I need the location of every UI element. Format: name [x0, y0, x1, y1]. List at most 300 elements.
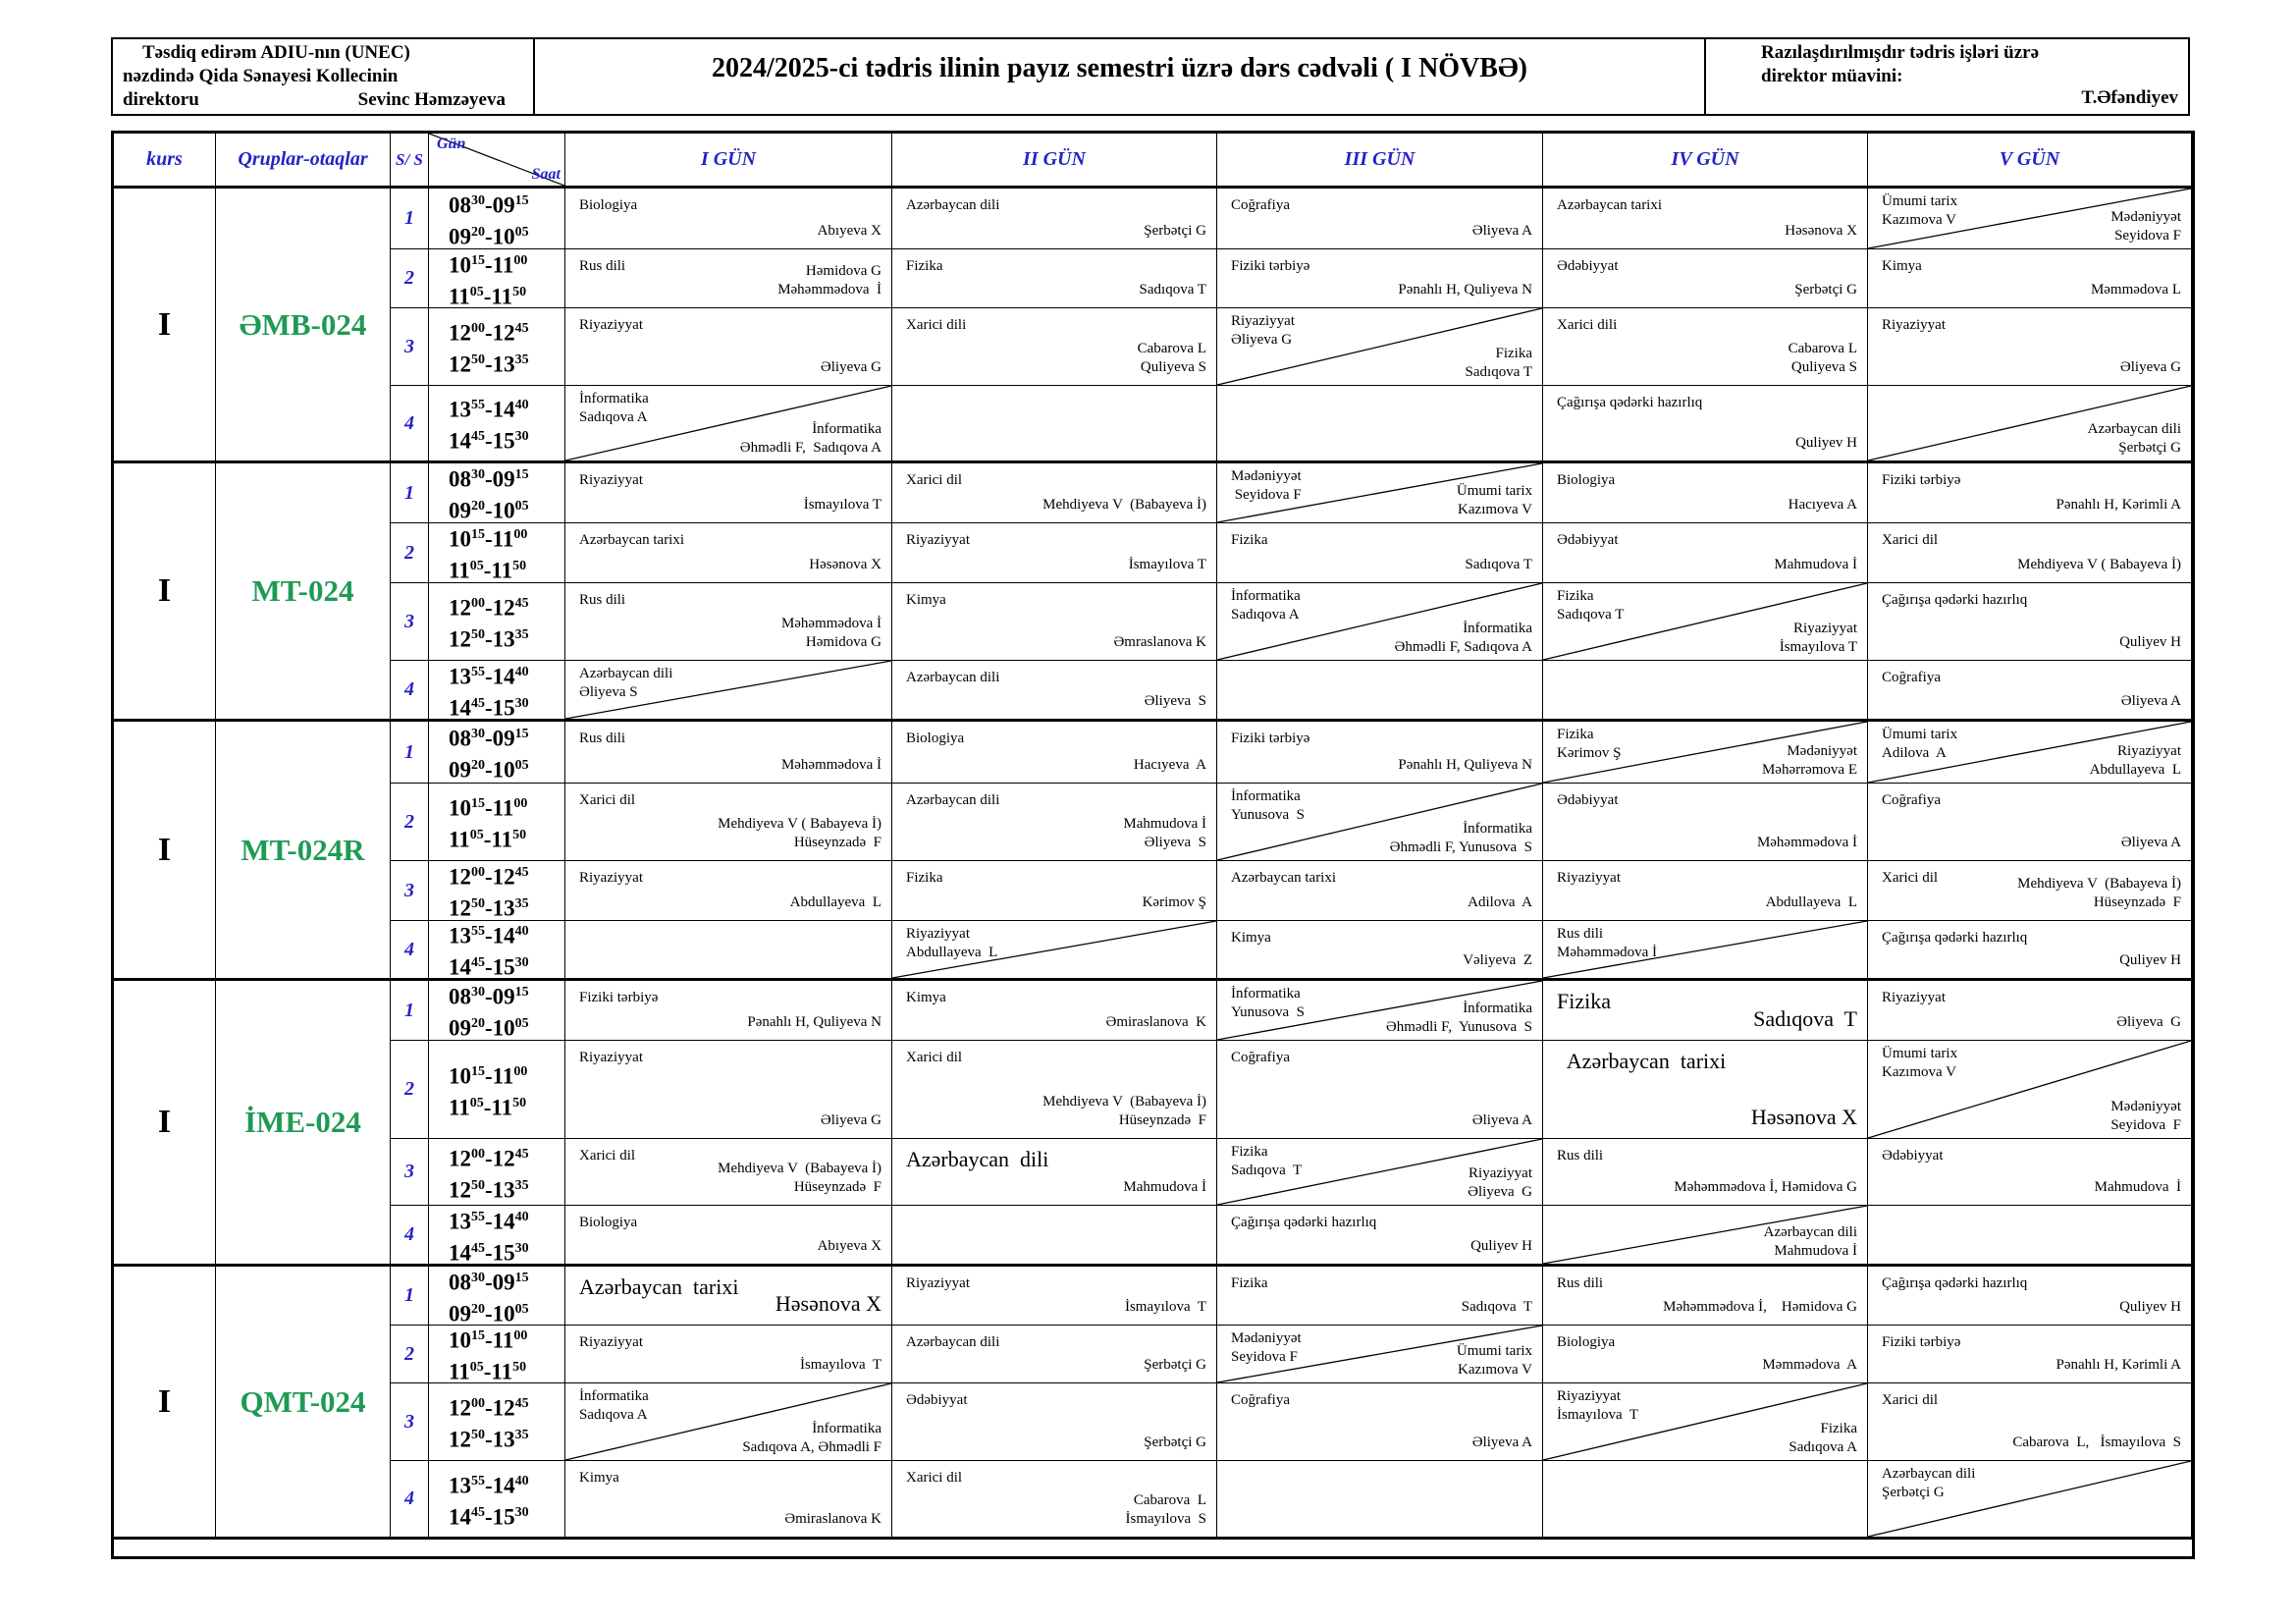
lesson-cell: [892, 784, 1217, 861]
subject-name: Riyaziyyat: [906, 1275, 970, 1291]
subject-name: İnformatika Yunusova S: [1231, 986, 1306, 1020]
approval-position: direktoru: [123, 89, 199, 110]
lesson-number: 3: [391, 1383, 429, 1461]
lesson-cell: [565, 921, 892, 981]
subject-name: Xarici dil: [906, 1050, 963, 1065]
teacher-name: Həsənova X: [809, 557, 881, 572]
lesson-cell: [565, 722, 892, 784]
teacher-name: Əliyeva A: [1471, 1435, 1532, 1450]
lesson-number: 4: [391, 386, 429, 463]
lesson-number: 1: [391, 1267, 429, 1326]
teacher-name: Məhəmmədova İ, Həmidova G: [1663, 1299, 1857, 1315]
teacher-name: Quliyev H: [1795, 435, 1857, 451]
subject-name: Riyaziyyat Abdullayeva L: [906, 926, 998, 960]
lesson-cell: [1217, 1267, 1543, 1326]
subject-name: Fizika Kərimov Ş: [1557, 727, 1622, 761]
lesson-cell: [565, 1139, 892, 1206]
subject-name: Azərbaycan tarixi: [1557, 1049, 1727, 1073]
lesson-time: $10^{15}-11^{00}$ $11^{05}-11^{50}$: [429, 523, 565, 583]
subject-name: Azərbaycan dili Şerbətçi G: [1882, 1466, 1976, 1500]
group-name: İME-024: [216, 981, 391, 1267]
subject-name: Coğrafiya: [1882, 792, 1941, 808]
subject-name: Kimya: [906, 990, 946, 1005]
teacher-name: İsmayılova T: [1128, 557, 1206, 572]
teacher-name: Məhəmmədova İ, Həmidova G: [1674, 1179, 1857, 1195]
column-header-day-hour: [429, 134, 565, 189]
lesson-time: $10^{15}-11^{00}$ $11^{05}-11^{50}$: [429, 249, 565, 308]
lesson-cell: [1217, 1326, 1543, 1383]
teacher-name: İnformatika Əhmədli F, Yunusova S: [1389, 821, 1532, 855]
lesson-time: $12^{00}-12^{45}$ $12^{50}-13^{35}$: [429, 1383, 565, 1461]
teacher-name: Azərbaycan dili Mahmudova İ: [1763, 1224, 1857, 1259]
teacher-name: Cabarova L Quliyeva S: [1788, 341, 1857, 375]
teacher-name: Məmmədova A: [1762, 1357, 1857, 1373]
subject-name: Azərbaycan tarixi: [1231, 870, 1337, 886]
course-number: I: [114, 981, 216, 1267]
teacher-name: Quliyev H: [2119, 952, 2181, 968]
subject-name: Azərbaycan dili: [906, 1147, 1049, 1171]
subject-name: Coğrafiya: [1231, 1392, 1290, 1408]
subject-name: Riyaziyyat: [579, 1050, 643, 1065]
subject-name: Riyaziyyat: [579, 317, 643, 333]
column-header-day: V GÜN: [1868, 134, 2192, 189]
subject-name: Rus dili: [579, 731, 626, 746]
subject-name: Fiziki tərbiyə: [579, 990, 659, 1005]
lesson-cell: [565, 249, 892, 308]
subject-name: Fizika: [906, 870, 943, 886]
schedule-table: [111, 131, 2195, 1559]
lesson-cell: [1543, 1383, 1868, 1461]
subject-name: Fizika: [1231, 1275, 1268, 1291]
teacher-name: Əmraslanova K: [1113, 634, 1206, 650]
lesson-cell: [1868, 523, 2192, 583]
lesson-number: 4: [391, 1461, 429, 1540]
teacher-name: Mədəniyyət Seyidova F: [2110, 1099, 2181, 1133]
subject-name: Kimya: [906, 592, 946, 608]
subject-name: Azərbaycan tarixi: [1557, 197, 1663, 213]
approval-block: [113, 39, 535, 114]
lesson-time: $12^{00}-12^{45}$ $12^{50}-13^{35}$: [429, 1139, 565, 1206]
teacher-name: Əliyeva G: [2116, 1014, 2181, 1030]
teacher-name: Pənahlı H, Kərimli A: [2056, 497, 2181, 513]
lesson-cell: [1868, 1383, 2192, 1461]
lesson-cell: [565, 523, 892, 583]
lesson-cell: [1868, 1139, 2192, 1206]
lesson-cell: [892, 921, 1217, 981]
subject-name: Çağırışa qədərki hazırlıq: [1882, 592, 2028, 608]
column-header-day: I GÜN: [565, 134, 892, 189]
subject-name: Fizika: [906, 258, 943, 274]
lesson-cell: [1217, 249, 1543, 308]
lesson-cell: [1217, 1041, 1543, 1139]
teacher-name: Şerbətçi G: [1144, 1435, 1206, 1450]
lesson-cell: [892, 1267, 1217, 1326]
teacher-name: Sadıqova T: [1753, 1006, 1857, 1031]
subject-name: Xarici dili: [906, 317, 967, 333]
teacher-name: Quliyev H: [2119, 634, 2181, 650]
approval-name: Sevinc Həmzəyeva: [357, 89, 506, 110]
teacher-name: Sadıqova T: [1139, 282, 1206, 298]
teacher-name: Abıyeva X: [817, 1238, 881, 1254]
lesson-cell: [1217, 189, 1543, 249]
lesson-number: 1: [391, 981, 429, 1041]
lesson-cell: [565, 308, 892, 386]
teacher-name: Hacıyeva A: [1788, 497, 1857, 513]
teacher-name: Məhəmmədova İ Həmidova G: [780, 616, 881, 650]
agreement-line-1: Razılaşdırılmışdır tədris işləri üzrə: [1761, 42, 2040, 63]
agreement-signature: T.Əfəndiyev: [2081, 87, 2178, 108]
hour-label: Saat: [531, 166, 561, 183]
lesson-cell: [565, 463, 892, 523]
lesson-cell: [1868, 463, 2192, 523]
lesson-number: 4: [391, 921, 429, 981]
teacher-name: Əliyeva A: [2120, 693, 2181, 709]
lesson-cell: [892, 1383, 1217, 1461]
teacher-name: Pənahlı H, Quliyeva N: [1398, 757, 1532, 773]
lesson-time: $12^{00}-12^{45}$ $12^{50}-13^{35}$: [429, 583, 565, 661]
teacher-name: Fizika Sadıqova T: [1465, 346, 1532, 380]
lesson-cell: [1217, 1206, 1543, 1267]
lesson-cell: [892, 1326, 1217, 1383]
lesson-cell: [1868, 1326, 2192, 1383]
subject-name: İnformatika Sadıqova A: [1231, 588, 1301, 623]
lesson-cell: [892, 861, 1217, 921]
lesson-time: $13^{55}-14^{40}$ $14^{45}-15^{30}$: [429, 386, 565, 463]
teacher-name: Məhəmmədova İ: [1756, 835, 1857, 850]
lesson-cell: [1868, 1267, 2192, 1326]
course-number: I: [114, 189, 216, 463]
lesson-cell: [892, 463, 1217, 523]
lesson-cell: [1217, 583, 1543, 661]
teacher-name: Mədəniyyət Seyidova F: [2110, 209, 2181, 244]
lesson-cell: [565, 1041, 892, 1139]
group-name: MT-024: [216, 463, 391, 722]
teacher-name: Pənahlı H, Quliyeva N: [747, 1014, 881, 1030]
teacher-name: Ümumi tarix Kazımova V: [1456, 1343, 1532, 1378]
subject-name: Çağırışa qədərki hazırlıq: [1882, 930, 2028, 946]
teacher-name: Cabarova L, İsmayılova S: [2012, 1435, 2181, 1450]
lesson-cell: [892, 386, 1217, 463]
lesson-cell: [1217, 861, 1543, 921]
lesson-cell: [565, 386, 892, 463]
lesson-cell: [1868, 583, 2192, 661]
lesson-number: 3: [391, 861, 429, 921]
subject-name: Xarici dil: [906, 1470, 963, 1486]
lesson-cell: [1543, 861, 1868, 921]
column-header-ss: S/ S: [391, 134, 429, 189]
teacher-name: Şerbətçi G: [1144, 1357, 1206, 1373]
lesson-cell: [1868, 784, 2192, 861]
subject-name: Kimya: [1882, 258, 1922, 274]
subject-name: Azərbaycan dili: [906, 792, 1000, 808]
subject-name: Azərbaycan dili: [906, 1334, 1000, 1350]
teacher-name: Azərbaycan dili Şerbətçi G: [2087, 421, 2181, 456]
subject-name: Riyaziyyat: [579, 870, 643, 886]
teacher-name: Cabarova L Quliyeva S: [1137, 341, 1206, 375]
subject-name: İnformatika Sadıqova A: [579, 1388, 649, 1423]
lesson-time: $10^{15}-11^{00}$ $11^{05}-11^{50}$: [429, 784, 565, 861]
lesson-cell: [565, 189, 892, 249]
subject-name: Fizika: [1557, 989, 1611, 1013]
subject-name: Çağırışa qədərki hazırlıq: [1882, 1275, 2028, 1291]
teacher-name: Kərimov Ş: [1142, 894, 1206, 910]
lesson-cell: [1217, 722, 1543, 784]
lesson-cell: [892, 249, 1217, 308]
subject-name: Rus dili: [1557, 1275, 1604, 1291]
lesson-cell: [1217, 1461, 1543, 1540]
lesson-time: $13^{55}-14^{40}$ $14^{45}-15^{30}$: [429, 921, 565, 981]
subject-name: Rus dili: [1557, 1148, 1604, 1164]
column-header-kurs: kurs: [114, 134, 216, 189]
teacher-name: Həsənova X: [1785, 223, 1857, 239]
approval-line-1: Təsdiq edirəm ADIU-nın (UNEC): [142, 42, 410, 63]
subject-name: Mədəniyyət Seyidova F: [1231, 468, 1302, 503]
subject-name: Biologiya: [1557, 472, 1616, 488]
lesson-cell: [1868, 981, 2192, 1041]
teacher-name: Quliyev H: [2119, 1299, 2181, 1315]
lesson-cell: [1217, 1139, 1543, 1206]
lesson-time: $10^{15}-11^{00}$ $11^{05}-11^{50}$: [429, 1041, 565, 1139]
teacher-name: Mədəniyyət Məhərrəmova E: [1761, 743, 1857, 778]
subject-name: Fizika Sadıqova T: [1557, 588, 1625, 623]
lesson-cell: [1868, 921, 2192, 981]
subject-name: Rus dili: [579, 592, 626, 608]
subject-name: Xarici dil: [579, 1148, 636, 1164]
subject-name: Çağırışa qədərki hazırlıq: [1557, 395, 1703, 410]
lesson-cell: [1217, 981, 1543, 1041]
subject-name: Çağırışa qədərki hazırlıq: [1231, 1215, 1377, 1230]
lesson-cell: [1543, 249, 1868, 308]
teacher-name: Ümumi tarix Kazımova V: [1456, 483, 1532, 517]
lesson-number: 3: [391, 583, 429, 661]
lesson-number: 3: [391, 1139, 429, 1206]
teacher-name: Məmmədova L: [2090, 282, 2181, 298]
lesson-cell: [1543, 1206, 1868, 1267]
subject-name: Xarici dil: [1882, 1392, 1939, 1408]
lesson-cell: [1868, 189, 2192, 249]
lesson-number: 1: [391, 722, 429, 784]
lesson-cell: [565, 1206, 892, 1267]
teacher-name: Əmiraslanova K: [1105, 1014, 1206, 1030]
teacher-name: Mehdiyeva V ( Babayeva İ) Hüseynzadə F: [718, 816, 881, 850]
subject-name: Ədəbiyyat: [1882, 1148, 1944, 1164]
lesson-cell: [892, 308, 1217, 386]
approval-line-3: [123, 88, 533, 112]
subject-name: Riyaziyyat: [1557, 870, 1621, 886]
lesson-cell: [1543, 1139, 1868, 1206]
teacher-name: Əliyeva G: [820, 1112, 881, 1128]
teacher-name: Əmiraslanova K: [784, 1511, 881, 1527]
lesson-number: 2: [391, 1041, 429, 1139]
lesson-cell: [1543, 1326, 1868, 1383]
teacher-name: Sadıqova T: [1461, 1299, 1532, 1315]
column-header-day: III GÜN: [1217, 134, 1543, 189]
lesson-cell: [1543, 722, 1868, 784]
lesson-time: $13^{55}-14^{40}$ $14^{45}-15^{30}$: [429, 1206, 565, 1267]
lesson-cell: [892, 523, 1217, 583]
lesson-time: $12^{00}-12^{45}$ $12^{50}-13^{35}$: [429, 308, 565, 386]
subject-name: İnformatika Yunusova S: [1231, 788, 1306, 823]
subject-name: Riyaziyyat: [1882, 990, 1946, 1005]
teacher-name: Fizika Sadıqova A: [1789, 1421, 1857, 1455]
teacher-name: Məhəmmədova İ: [780, 757, 881, 773]
teacher-name: İsmayılova T: [1124, 1299, 1206, 1315]
teacher-name: Sadıqova T: [1465, 557, 1532, 572]
teacher-name: Riyaziyyat İsmayılova T: [1779, 621, 1857, 655]
subject-name: Azərbaycan tarixi: [579, 532, 685, 548]
subject-name: Riyaziyyat: [1882, 317, 1946, 333]
lesson-cell: [1868, 386, 2192, 463]
subject-name: Biologiya: [906, 731, 965, 746]
subject-name: Xarici dili: [1557, 317, 1618, 333]
lesson-time: $08^{30}-09^{15}$ $09^{20}-10^{05}$: [429, 1267, 565, 1326]
lesson-cell: [565, 583, 892, 661]
document-header: [111, 37, 2190, 116]
lesson-cell: [565, 784, 892, 861]
lesson-cell: [1217, 523, 1543, 583]
agreement-block: [1706, 39, 2188, 114]
lesson-time: $08^{30}-09^{15}$ $09^{20}-10^{05}$: [429, 722, 565, 784]
lesson-cell: [1217, 308, 1543, 386]
lesson-cell: [1543, 523, 1868, 583]
subject-name: Coğrafiya: [1231, 197, 1290, 213]
subject-name: Rus dili: [579, 258, 626, 274]
approval-line-2: nəzdində Qida Sənayesi Kollecinin: [123, 66, 399, 86]
lesson-cell: [1543, 463, 1868, 523]
teacher-name: Cabarova L İsmayılova S: [1125, 1492, 1206, 1527]
subject-name: Fizika Sadıqova T: [1231, 1144, 1303, 1178]
lesson-time: $08^{30}-09^{15}$ $09^{20}-10^{05}$: [429, 189, 565, 249]
teacher-name: Mehdiyeva V (Babayeva İ) Hüseynzadə F: [718, 1161, 881, 1195]
teacher-name: Abdullayeva L: [789, 894, 881, 910]
lesson-cell: [1543, 981, 1868, 1041]
teacher-name: Mehdiyeva V (Babayeva İ): [1042, 497, 1206, 513]
lesson-cell: [892, 1041, 1217, 1139]
lesson-cell: [1217, 1383, 1543, 1461]
lesson-cell: [565, 861, 892, 921]
subject-name: Mədəniyyət Seyidova F: [1231, 1330, 1302, 1365]
subject-name: Azərbaycan dili: [906, 670, 1000, 685]
subject-name: Biologiya: [1557, 1334, 1616, 1350]
teacher-name: Mahmudova İ: [2094, 1179, 2181, 1195]
teacher-name: Həmidova G Məhəmmədova İ: [777, 263, 881, 298]
lesson-cell: [565, 1383, 892, 1461]
teacher-name: Əliyeva G: [820, 359, 881, 375]
lesson-cell: [1217, 386, 1543, 463]
agreement-line-2: direktor müavini:: [1761, 66, 1903, 86]
teacher-name: Şerbətçi G: [1794, 282, 1857, 298]
lesson-cell: [1868, 308, 2192, 386]
subject-name: Fiziki tərbiyə: [1882, 472, 1961, 488]
lesson-cell: [1217, 463, 1543, 523]
teacher-name: Mahmudova İ: [1774, 557, 1857, 572]
lesson-cell: [1868, 861, 2192, 921]
lesson-number: 2: [391, 523, 429, 583]
subject-name: Riyaziyyat: [906, 532, 970, 548]
lesson-number: 3: [391, 308, 429, 386]
subject-name: Rus dili Məhəmmədova İ: [1557, 926, 1658, 960]
teacher-name: Həsənova X: [1750, 1105, 1857, 1129]
teacher-name: Mehdiyeva V (Babayeva İ) Hüseynzadə F: [2017, 876, 2181, 910]
lesson-cell: [1868, 1206, 2192, 1267]
column-header-day: II GÜN: [892, 134, 1217, 189]
lesson-cell: [1543, 921, 1868, 981]
lesson-number: 4: [391, 661, 429, 722]
column-header-groups: Qruplar-otaqlar: [216, 134, 391, 189]
lesson-number: 1: [391, 463, 429, 523]
subject-name: Ədəbiyyat: [1557, 532, 1619, 548]
subject-name: Ədəbiyyat: [1557, 792, 1619, 808]
subject-name: Ədəbiyyat: [1557, 258, 1619, 274]
teacher-name: İnformatika Əhmədli F, Yunusova S: [1385, 1001, 1532, 1035]
schedule-title: 2024/2025-ci tədris ilinin payız semestri üzrə dərs cədvəli ( I NÖVBƏ): [535, 39, 1706, 114]
teacher-name: Mehdiyeva V ( Babayeva İ): [2017, 557, 2181, 572]
teacher-name: Hacıyeva A: [1133, 757, 1206, 773]
teacher-name: Pənahlı H, Kərimli A: [2056, 1357, 2181, 1373]
lesson-cell: [565, 981, 892, 1041]
lesson-time: $08^{30}-09^{15}$ $09^{20}-10^{05}$: [429, 463, 565, 523]
subject-name: İnformatika Sadıqova A: [579, 391, 649, 425]
teacher-name: Əliyeva A: [1471, 1112, 1532, 1128]
teacher-name: Riyaziyyat Əliyeva G: [1468, 1165, 1532, 1200]
lesson-cell: [565, 1267, 892, 1326]
course-number: I: [114, 722, 216, 981]
subject-name: Ümumi tarix Kazımova V: [1882, 1046, 1958, 1080]
teacher-name: Vəliyeva Z: [1463, 952, 1532, 968]
teacher-name: Əliyeva A: [1471, 223, 1532, 239]
subject-name: Coğrafiya: [1882, 670, 1941, 685]
lesson-cell: [1868, 661, 2192, 722]
lesson-cell: [892, 981, 1217, 1041]
lesson-time: $10^{15}-11^{00}$ $11^{05}-11^{50}$: [429, 1326, 565, 1383]
lesson-cell: [1868, 1041, 2192, 1139]
subject-name: Azərbaycan tarixi: [579, 1274, 739, 1299]
lesson-cell: [1217, 921, 1543, 981]
lesson-cell: [1868, 249, 2192, 308]
teacher-name: İsmayılova T: [803, 497, 881, 513]
lesson-cell: [1868, 722, 2192, 784]
subject-name: Fiziki tərbiyə: [1231, 258, 1310, 274]
subject-name: Riyaziyyat İsmayılova T: [1557, 1388, 1639, 1423]
lesson-cell: [565, 661, 892, 722]
subject-name: Coğrafiya: [1231, 1050, 1290, 1065]
subject-name: Fiziki tərbiyə: [1882, 1334, 1961, 1350]
subject-name: Ümumi tarix Kazımova V: [1882, 193, 1958, 228]
lesson-cell: [892, 1461, 1217, 1540]
lesson-time: $08^{30}-09^{15}$ $09^{20}-10^{05}$: [429, 981, 565, 1041]
teacher-name: İnformatika Əhmədli F, Sadıqova A: [739, 421, 881, 456]
teacher-name: İnformatika Sadıqova A, Əhmədli F: [742, 1421, 881, 1455]
lesson-cell: [1543, 1267, 1868, 1326]
lesson-cell: [1217, 661, 1543, 722]
teacher-name: Quliyev H: [1470, 1238, 1532, 1254]
teacher-name: Əliyeva A: [2120, 835, 2181, 850]
subject-name: Ədəbiyyat: [906, 1392, 968, 1408]
course-number: I: [114, 1267, 216, 1540]
teacher-name: Şerbətçi G: [1144, 223, 1206, 239]
lesson-number: 2: [391, 1326, 429, 1383]
teacher-name: Abdullayeva L: [1765, 894, 1857, 910]
subject-name: Biologiya: [579, 197, 638, 213]
teacher-name: Abıyeva X: [817, 223, 881, 239]
subject-name: Fizika: [1231, 532, 1268, 548]
teacher-name: İnformatika Əhmədli F, Sadıqova A: [1394, 621, 1532, 655]
subject-name: Riyaziyyat: [579, 1334, 643, 1350]
lesson-cell: [1543, 784, 1868, 861]
lesson-time: $12^{00}-12^{45}$ $12^{50}-13^{35}$: [429, 861, 565, 921]
lesson-number: 1: [391, 189, 429, 249]
subject-name: Riyaziyyat: [579, 472, 643, 488]
